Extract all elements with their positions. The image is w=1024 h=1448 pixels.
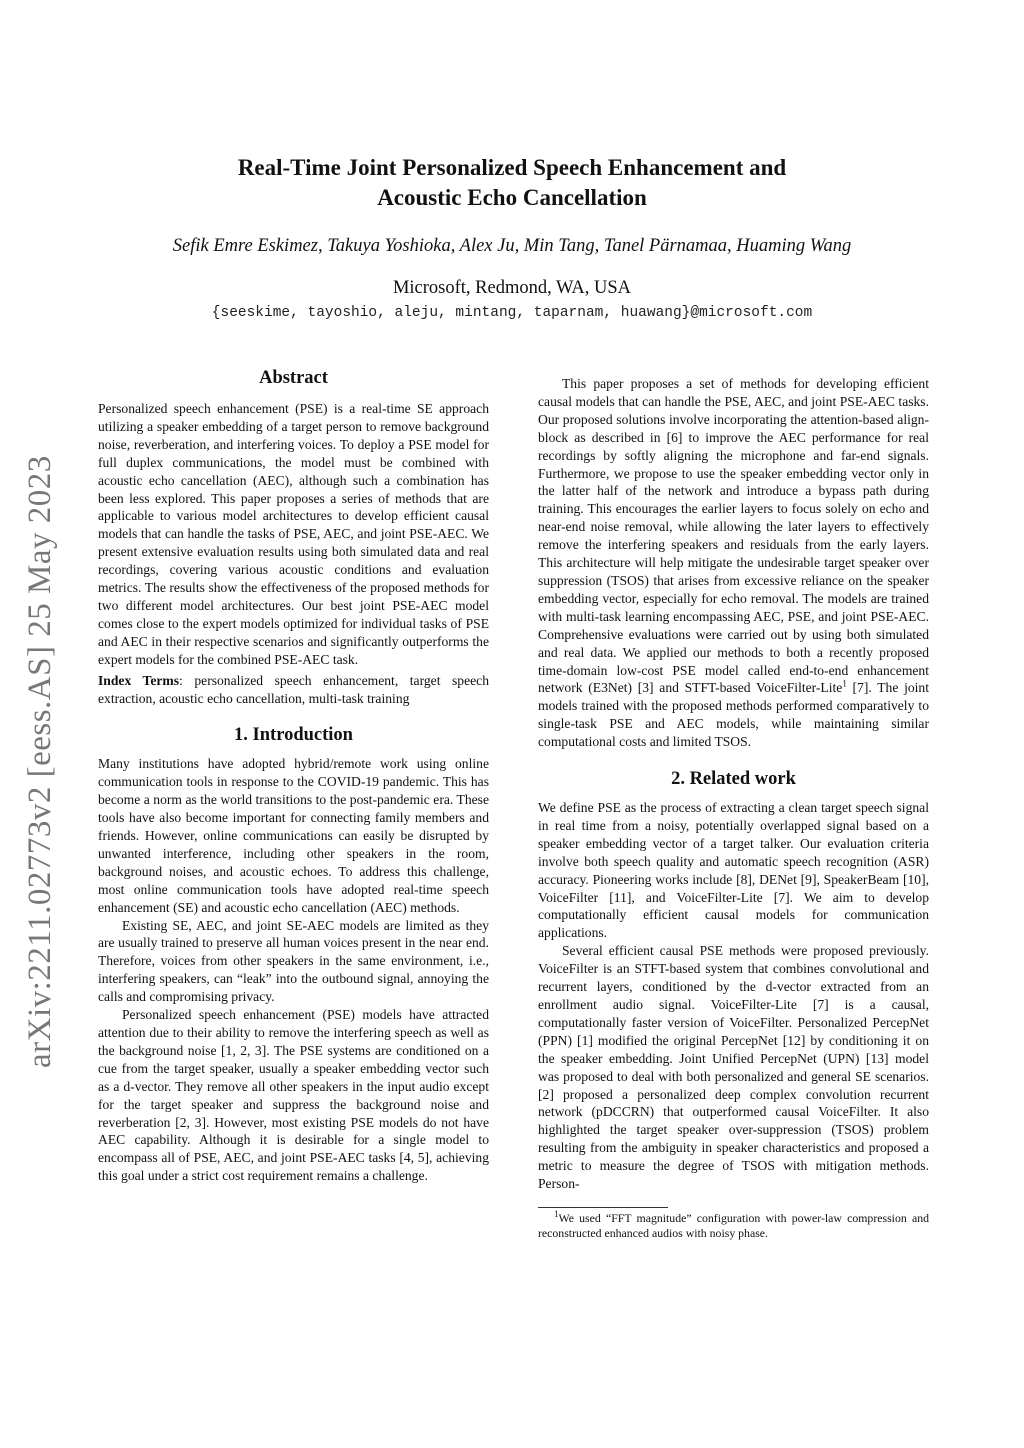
abstract-text: Personalized speech enhancement (PSE) is a real-time SE approach utilizing a speaker embedding of a target person to remove background noise, reverberation, and interfering voices. To deploy a PSE model for full duplex communications, the model must be combined with acoustic echo cancellation (AEC), although such a combination has been less explored. This paper proposes a series of methods that are applicable to various model architectures to develop efficient causal models that can handle the tasks of PSE, AEC, and joint PSE-AEC. We present extensive evaluation results using both simulated data and real recordings, covering various acoustic conditions and evaluation metrics. The results show the effectiveness of the proposed methods for two different model architectures. Our best joint PSE-AEC model comes close to the expert models optimized for individual tasks of PSE and AEC in their respective scenarios and significantly outperforms the expert models for the combined PSE-AEC task.: [98, 401, 489, 667]
related-paragraph-2: Several efficient causal PSE methods were proposed previously. VoiceFilter is an STFT-based system that combines convolutional and recurrent layers, conditioned by the d-vector extracted from an enrollment audio signal. VoiceFilter-Lite [7] is a causal, computationally faster version of VoiceFilter. Personalized PercepNet (PPN) [1] modified the original PercepNet [12] by conditioning it on the speaker embedding. Joint Unified PercepNet (UPN) [13] model was proposed to deal with both personalized and general SE scenarios. [2] proposed a personalized deep complex convolution recurrent network (pDCCRN) that outperformed causal VoiceFilter. It also highlighted the target speaker over-suppression (TSOS) problem resulting from the ambiguity in speaker characteristics and proposed a metric to measure the degree of TSOS with mitigation methods. Person-: [538, 943, 929, 1192]
index-terms-text: : personalized speech enhancement, target speech extraction, acoustic echo cancellation, multi-task training: [98, 672, 489, 706]
author-list: Sefik Emre Eskimez, Takuya Yoshioka, Alex Ju, Min Tang, Tanel Pärnamaa, Huaming Wang: [172, 236, 852, 256]
index-terms-label: Index Terms: [98, 672, 180, 688]
related-work-heading: 2. Related work: [671, 769, 796, 790]
intro-p4-part1: This paper proposes a set of methods for developing efficient causal models that can handle the PSE, AEC, and joint PSE-AEC tasks. Our proposed solutions involve incorporating the attention-based align-block as described in [6] to improve the AEC performance for real recordings by softly aligning the microphone and far-end signals. Furthermore, we propose to use the speaker embedding vector only in the latter half of the network and introduce a bypass path during training. This encourages the earlier layers to focus solely on echo and near-end noise removal, while allowing the later layers to effectively remove the interfering speakers and residuals from the early layers. This architecture will help mitigate the undesirable target speaker over suppression (TSOS) that arises from excessive reliance on the speaker embedding vector, especially for echo removal. The models are trained with multi-task learning encompassing AEC, PSE, and joint PSE-AEC. Comprehensive evaluations were carried out by using both simulated and real data. We applied our methods to both a recently proposed time-domain low-cost PSE model called end-to-end enhancement network (E3Net) [3] and STFT-based VoiceFilter-Lite: [538, 376, 929, 696]
right-column: [538, 375, 929, 1241]
intro-paragraph-1: Many institutions have adopted hybrid/remote work using online communication tools in response to the COVID-19 pandemic. This has become a norm as the world transitions to the post-pandemic era. These tools have also become important for connecting family members and friends. However, online communications can easily be disrupted by unwanted interference, including other speakers in the room, background noises, and acoustic echoes. To address this challenge, most online communication tools have adopted real-time speech enhancement (SE) and acoustic echo cancellation (AEC) methods.: [98, 756, 489, 915]
footnote-marker: 1: [842, 678, 847, 689]
affiliation: Microsoft, Redmond, WA, USA: [392, 278, 632, 298]
footnote-number: 1: [554, 1209, 559, 1220]
title-line-2: Acoustic Echo Cancellation: [377, 185, 647, 210]
paper-title: [0, 153, 1024, 213]
intro-p4-part2: [7]. The joint models trained with the proposed methods performed comparatively to single-task PSE and AEC models, while maintaining similar computational costs and limited TSOS.: [538, 680, 929, 750]
title-line-1: Real-Time Joint Personalized Speech Enhancement and: [237, 155, 787, 180]
intro-paragraph-4: [538, 375, 929, 751]
abstract-heading: Abstract: [259, 368, 328, 388]
introduction-heading: 1. Introduction: [234, 725, 353, 746]
left-column: [98, 366, 489, 1185]
author-emails: {seeskime, tayoshio, aleju, mintang, taparnam, huawang}@microsoft.com: [211, 305, 813, 321]
index-terms: [98, 672, 489, 708]
intro-paragraph-2: Existing SE, AEC, and joint SE-AEC models are limited as they are usually trained to preserve all human voices present in the near end. Therefore, voices from other speakers in the same environment, i.e., interfering speakers, can “leak” into the outbound signal, annoying the calls and compromising privacy.: [98, 917, 489, 1005]
footnote-divider: [538, 1207, 668, 1208]
footnote: [538, 1211, 929, 1241]
arxiv-identifier: arXiv:2211.02773v2 [eess.AS] 25 May 2023: [22, 455, 58, 1068]
footnote-text: We used “FFT magnitude” configuration with power-law compression and reconstructed enhanced audios with noisy phase.: [538, 1210, 929, 1240]
related-paragraph-1: We define PSE as the process of extracting a clean target speech signal in real time from a noisy, potentially overlapped signal based on a speaker embedding vector of a target talker. Our evaluation criteria involve both speech quality and automatic speech recognition (ASR) accuracy. Pioneering works include [8], DENet [9], SpeakerBeam [10], VoiceFilter [11], and VoiceFilter-Lite [7]. We aim to develop computationally efficient causal models for communication applications.: [538, 800, 929, 941]
intro-paragraph-3: Personalized speech enhancement (PSE) models have attracted attention due to their ability to remove the interfering speech as well as the background noise [1, 2, 3]. The PSE systems are conditioned on a cue from the target speaker, usually a speaker embedding vector such as a d-vector. They remove all other speakers in the input audio except for the target speaker and suppress the background noise and reverberation [2, 3]. However, most existing PSE models do not have AEC capability. Although it is desirable for a single model to encompass all of PSE, AEC, and joint PSE-AEC tasks [4, 5], achieving this goal under a strict cost requirement remains a challenge.: [98, 1007, 489, 1184]
